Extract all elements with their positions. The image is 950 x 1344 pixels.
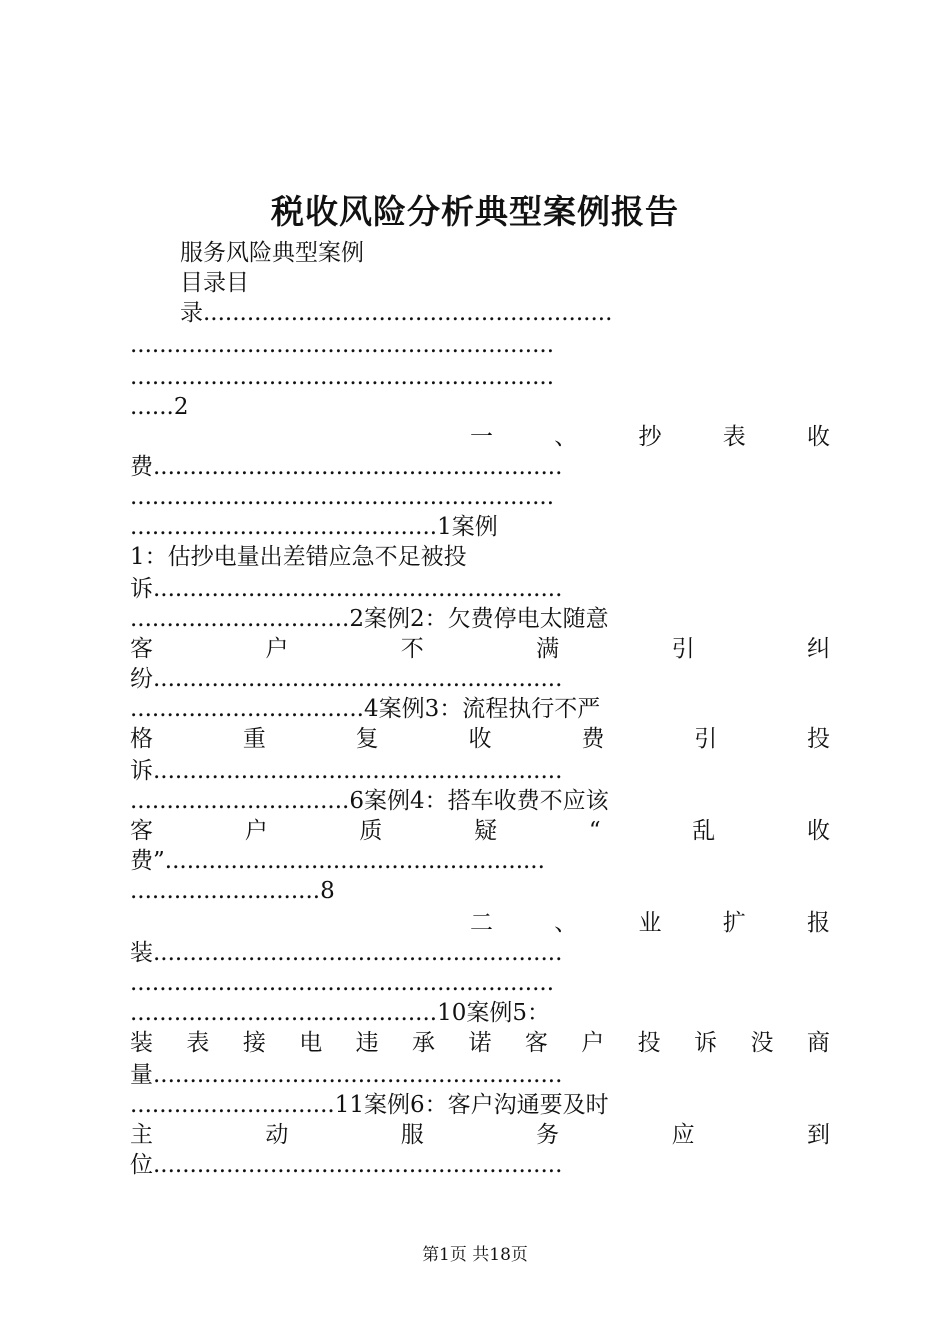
section-heading-2: 二 、 业 扩 报 [470, 910, 830, 936]
text-line: 录........................................................ [180, 300, 613, 326]
text-line: 装........................................................ [130, 940, 563, 966]
text-line: ..........................8 [130, 878, 335, 904]
page-footer: 第1页 共18页 [422, 1245, 528, 1265]
text-line: 诉........................................................ [130, 758, 563, 784]
text-line: ..............................6案例4：搭车收费不应该 [130, 788, 609, 814]
text-line: 1：估抄电量出差错应急不足被投 [130, 544, 467, 570]
text-line: ............................11案例6：客户沟通要及时 [130, 1092, 609, 1118]
text-line: 费”.................................................... [130, 848, 545, 874]
text-line: .......................................................... [130, 970, 555, 996]
text-line: .......................................................... [130, 364, 555, 390]
text-line: 服务风险典型案例 [180, 240, 364, 266]
text-line: 量........................................................ [130, 1062, 563, 1088]
text-line: 目录目 [180, 270, 249, 296]
text-line: 纷........................................................ [130, 666, 563, 692]
text-line: .......................................................... [130, 332, 555, 358]
section-heading-1: 一 、 抄 表 收 [470, 424, 830, 450]
text-line: ..........................................1案例 [130, 514, 498, 540]
text-line: ..............................2案例2：欠费停电太随意 [130, 606, 609, 632]
text-line: ..........................................10案例5： [130, 1000, 550, 1026]
text-line: ......2 [130, 394, 189, 420]
toc-line-justified: 客 户 质 疑 “ 乱 收 [130, 818, 830, 844]
toc-line-justified: 格 重 复 收 费 引 投 [130, 726, 830, 752]
text-line: 费........................................................ [130, 454, 563, 480]
document-title: 税收风险分析典型案例报告 [271, 192, 679, 231]
text-line: 诉........................................................ [130, 576, 563, 602]
toc-line-justified: 装 表 接 电 违 承 诺 客 户 投 诉 没 商 [130, 1030, 830, 1056]
text-line: .......................................................... [130, 484, 555, 510]
toc-line-justified: 主 动 服 务 应 到 [130, 1122, 830, 1148]
text-line: 位........................................................ [130, 1152, 563, 1178]
toc-line-justified: 客 户 不 满 引 纠 [130, 636, 830, 662]
text-line: ................................4案例3：流程执行不严 [130, 696, 601, 722]
